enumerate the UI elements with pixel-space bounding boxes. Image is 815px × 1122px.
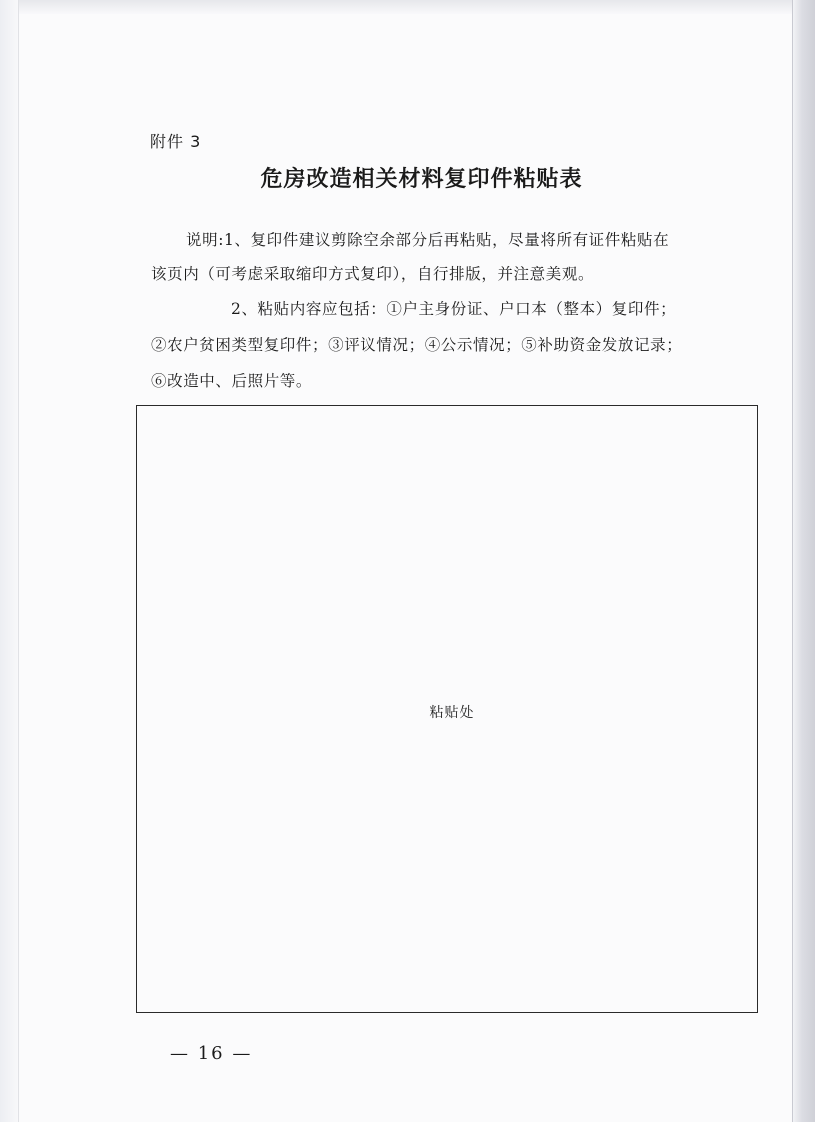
paste-area-label: 粘贴处	[429, 705, 475, 721]
instruction-line-4: ②农户贫困类型复印件；③评议情况；④公示情况；⑤补助资金发放记录；	[151, 336, 683, 354]
instruction-line-1: 说明:1、复印件建议剪除空余部分后再粘贴，尽量将所有证件粘贴在	[186, 231, 670, 249]
page-title: 危房改造相关材料复印件粘贴表	[260, 167, 583, 192]
paste-area-box	[136, 405, 758, 1013]
attachment-label: 附件 3	[150, 132, 202, 151]
scan-edge-top	[0, 0, 815, 14]
instruction-line-5: ⑥改造中、后照片等。	[151, 372, 313, 390]
instruction-line-2: 该页内（可考虑采取缩印方式复印），自行排版，并注意美观。	[151, 265, 595, 283]
page-number: — 16 —	[170, 1043, 253, 1064]
instruction-line-3: 2、粘贴内容应包括：①户主身份证、户口本（整本）复印件；	[231, 300, 677, 318]
